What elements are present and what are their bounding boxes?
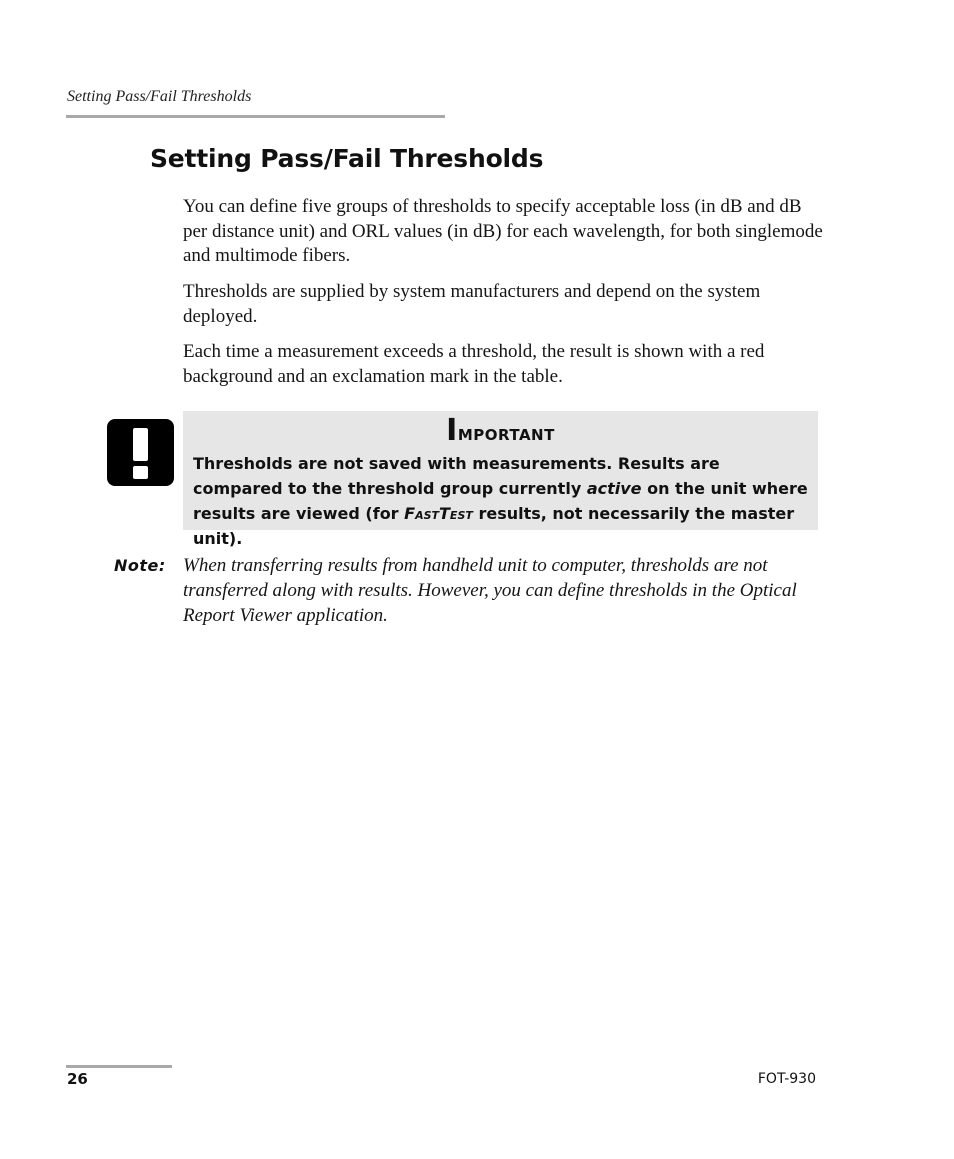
paragraph-threshold-exceeded: Each time a measurement exceeds a threshold, the result is shown with a red background and an exclamation mark in the table.	[183, 341, 765, 387]
important-text-part3: results, not necessarily the master unit).	[193, 504, 795, 548]
important-callout	[183, 411, 818, 548]
note-text: When transferring results from handheld unit to computer, thresholds are not transferred along with results. However, you can define thresholds in the Optical Report Viewer application.	[183, 555, 797, 626]
paragraph-thresholds-source: Thresholds are supplied by system manufacturers and depend on the system deployed.	[183, 281, 761, 327]
important-text-emphasis: active	[586, 479, 642, 498]
running-header: Setting Pass/Fail Thresholds	[67, 88, 252, 105]
exclamation-icon	[107, 419, 174, 486]
exclamation-bar	[133, 428, 148, 461]
footer-rule	[66, 1065, 172, 1068]
paragraph-thresholds-definition: You can define five groups of thresholds to specify acceptable loss (in dB and dB per distance unit) and ORL values (in dB) for each wavelength, for both singlemode and multimode fibers.	[183, 196, 823, 266]
document-code: FOT-930	[757, 1071, 816, 1087]
important-title-initial: I	[446, 413, 458, 448]
exclamation-dot	[133, 466, 148, 479]
important-title	[183, 413, 818, 448]
product-name: FastTest	[404, 504, 473, 523]
important-text-part1: Thresholds are not saved with measurements. Results are compared to the threshold group currently	[193, 454, 720, 498]
important-text-part2: on the unit where results are viewed (for	[193, 479, 808, 523]
important-text	[193, 451, 811, 551]
note-label: Note:	[114, 556, 166, 575]
page-number: 26	[67, 1070, 88, 1088]
header-rule	[66, 115, 445, 118]
section-title: Setting Pass/Fail Thresholds	[150, 144, 544, 173]
important-title-rest: mportant	[457, 421, 555, 446]
